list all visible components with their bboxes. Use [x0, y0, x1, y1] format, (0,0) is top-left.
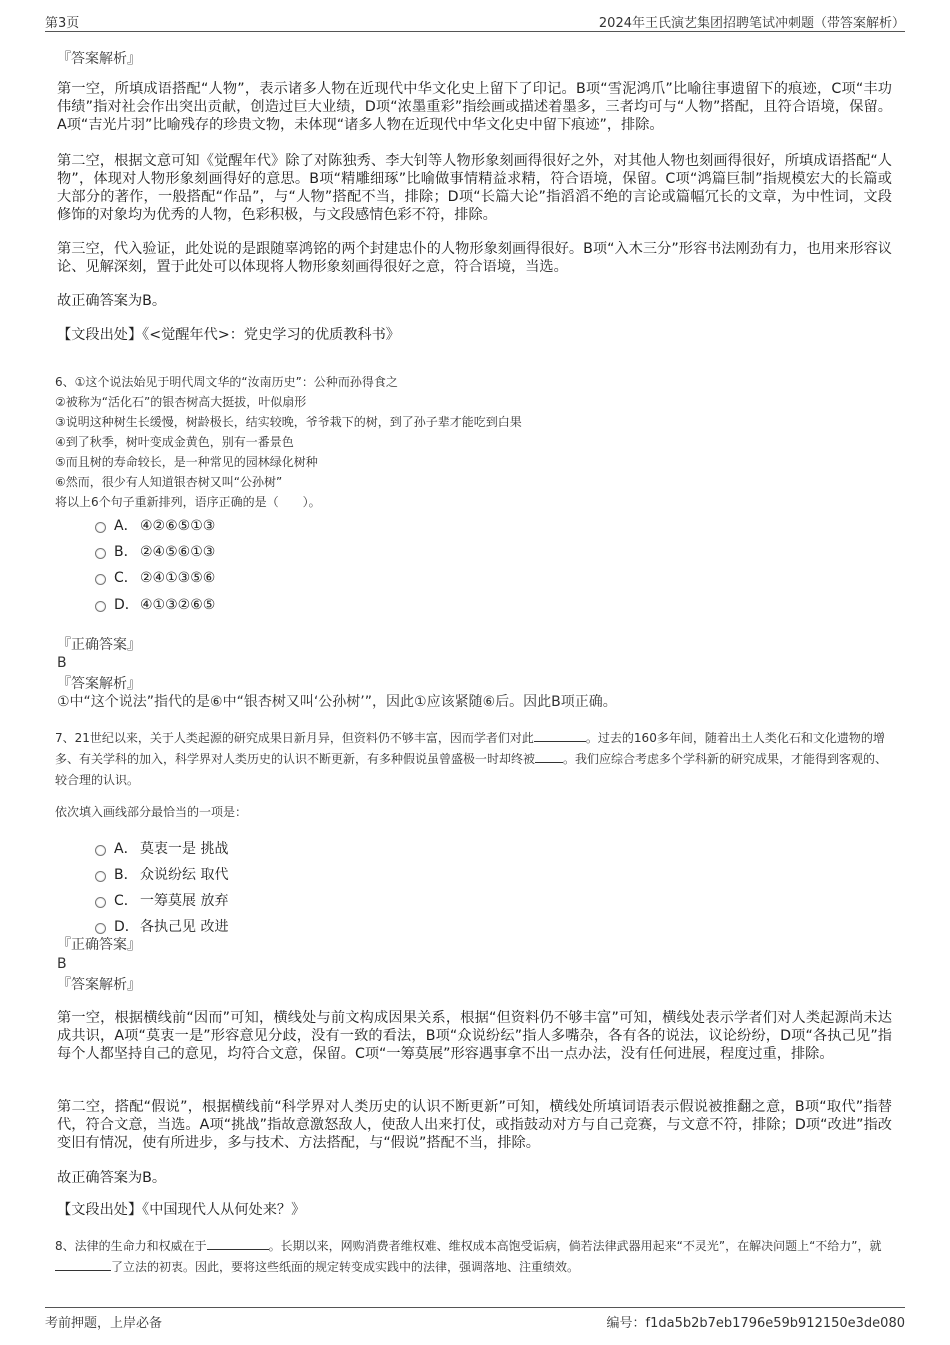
radio-icon[interactable] [95, 871, 106, 882]
question-8: 8、法律的生命力和权威在于 。长期以来，网购消费者维权难、维权成本高饱受诟病，倘若法律武器用起来“不灵光”，在解决问题上“不给力”，就了立法的初衷。因此，要将这些纸面的规定转变成实践中的法律，强调落地、注重绩效。 [55, 1239, 882, 1274]
prev-conclusion: 故正确答案为B。 [57, 293, 167, 309]
q7-analysis-label: 『答案解析』 [57, 977, 141, 993]
q6-option-a[interactable]: A． ④②⑥⑤①③ [95, 515, 215, 535]
q6-line: ④到了秋季，树叶变成金黄色，别有一番景色 [55, 435, 294, 449]
q6-analysis-label: 『答案解析』 [57, 676, 141, 692]
footer-divider [45, 1307, 905, 1308]
q6-line: ③说明这种树生长缓慢，树龄极长，结实较晚，爷爷栽下的树，到了孙子辈才能吃到白果 [55, 415, 522, 429]
radio-icon[interactable] [95, 548, 106, 559]
radio-icon[interactable] [95, 522, 106, 533]
q7-conclusion: 故正确答案为B。 [57, 1170, 167, 1186]
q6-line: ⑥然而，很少有人知道银杏树又叫“公孙树” [55, 475, 283, 489]
q6-line: ②被称为“活化石”的银杏树高大挺拔，叶似扇形 [55, 395, 307, 409]
prev-analysis-p3: 第三空，代入验证，此处说的是跟随辜鸿铭的两个封建忠仆的人物形象刻画得很好。B项“入木三分”形容书法刚劲有力，也用来形容议论、见解深刻，置于此处可以体现将人物形象刻画得很好之意，符合语境，当选。 [57, 241, 892, 275]
document-title: 2024年王氏演艺集团招聘笔试冲刺题（带答案解析） [598, 16, 905, 31]
question-6 [55, 372, 895, 512]
prev-source: 【文段出处】《<觉醒年代>：党史学习的优质教科书》 [57, 327, 400, 343]
q6-line: ⑤而且树的寿命较长，是一种常见的园林绿化树种 [55, 455, 318, 469]
prev-analysis-label: 『答案解析』 [57, 51, 141, 67]
q7-option-c[interactable]: C． 一筹莫展 放弃 [95, 890, 228, 910]
radio-icon[interactable] [95, 845, 106, 856]
page-header [45, 8, 905, 32]
q7-analysis-p1: 第一空，根据横线前“因而”可知，横线处与前文构成因果关系，根据“但资料仍不够丰富”可知，横线处表示学者们对人类起源尚未达成共识，A项“莫衷一是”形容意见分歧，没有一致的看法，B项“众说纷纭”指人多嘴杂，各有各的说法，议论纷纷，D项“各执己见”指每个人都坚持自己的意见，均符合文意，保留。C项“一筹莫展”形容遇事拿不出一点办法，没有任何进展，程度过重，排除。 [57, 1010, 892, 1062]
q7-source: 【文段出处】《中国现代人从何处来？》 [57, 1202, 306, 1218]
page-number: 第3页 [45, 16, 80, 31]
radio-icon[interactable] [95, 897, 106, 908]
radio-icon[interactable] [95, 574, 106, 585]
q7-option-b[interactable]: B． 众说纷纭 取代 [95, 864, 228, 884]
radio-icon[interactable] [95, 923, 106, 934]
prev-analysis-p2: 第二空，根据文意可知《觉醒年代》除了对陈独秀、李大钊等人物形象刻画得很好之外，对其他人物也刻画得很好，所填成语搭配“人物”，体现对人物形象刻画得好的意思。B项“精雕细琢”比喻做事情精益求精，符合语境，保留。C项“鸿篇巨制”指规模宏大的长篇或大部分的著作，一般搭配“作品”，与“人物”搭配不当，排除；D项“长篇大论”指滔滔不绝的言论或篇幅冗长的文章，为中性词，文段修饰的对象均为优秀的人物，色彩积极，与文段感情色彩不符，排除。 [57, 153, 892, 223]
q7-correct-answer: B [57, 956, 67, 972]
q6-analysis: ①中“这个说法”指代的是⑥中“银杏树又叫‘公孙树’”，因此①应该紧随⑥后。因此B项正确。 [57, 694, 617, 710]
blank-line [535, 762, 563, 763]
q7-option-a[interactable]: A． 莫衷一是 挑战 [95, 838, 228, 858]
q7-analysis-p2: 第二空，搭配“假说”，根据横线前“科学界对人类历史的认识不断更新”可知，横线处所填词语表示假说被推翻之意，B项“取代”指替代，符合文意，当选。A项“挑战”指故意激怒敌人，使敌人出来打仗，或指鼓动对方与自己竞赛，与文意不符，排除；D项“改进”指改变旧有情况，使有所进步，多与技术、方法搭配，与“假说”搭配不当，排除。 [57, 1099, 892, 1151]
footer-slogan: 考前押题，上岸必备 [45, 1316, 163, 1331]
question-7: 7、21世纪以来，关于人类起源的研究成果日新月异，但资料仍不够丰富，因而学者们对此 。过去的160多年间，随着出土人类化石和文化遗物的增多、有关学科的加入，科学界对人类历史的认识不断更新，有多种假说虽曾盛极一时却终被 。我们应综合考虑多个学科新的研究成果，才能得到客观的、较合理的认识。 [55, 731, 888, 787]
blank-line [534, 741, 586, 742]
q6-option-b[interactable]: B． ②④⑤⑥①③ [95, 541, 215, 561]
radio-icon[interactable] [95, 601, 106, 612]
blank-line [55, 1270, 111, 1271]
prev-analysis-p1: 第一空，所填成语搭配“人物”，表示诸多人物在近现代中华文化史上留下了印记。B项“雪泥鸿爪”比喻往事遗留下的痕迹，C项“丰功伟绩”指对社会作出突出贡献，创造过巨大业绩，D项“浓墨重彩”指绘画或描述着墨多，三者均可与“人物”搭配，且符合语境，保留。A项“吉光片羽”比喻残存的珍贵文物，未体现“诸多人物在近现代中华文化史中留下痕迹”，排除。 [57, 81, 892, 133]
q6-line: 6、①这个说法始见于明代周文华的“汝南历史”：公种而孙得食之 [55, 375, 398, 389]
document-code: 编号：f1da5b2b7eb1796e59b912150e3de080 [606, 1316, 905, 1331]
q7-option-d[interactable]: D．各执己见 改进 [95, 916, 228, 936]
q6-option-c[interactable]: C． ②④①③⑤⑥ [95, 567, 215, 587]
blank-line [207, 1249, 269, 1250]
q6-correct-answer: B [57, 655, 67, 671]
q6-prompt: 将以上6个句子重新排列，语序正确的是（ ）。 [55, 495, 321, 509]
q7-correct-label: 『正确答案』 [57, 937, 141, 953]
q6-correct-label: 『正确答案』 [57, 637, 141, 653]
page-footer [45, 1312, 905, 1336]
q7-prompt: 依次填入画线部分最恰当的一项是： [55, 805, 248, 819]
q6-option-d[interactable]: D．④①③②⑥⑤ [95, 594, 215, 614]
header-divider [45, 31, 905, 32]
